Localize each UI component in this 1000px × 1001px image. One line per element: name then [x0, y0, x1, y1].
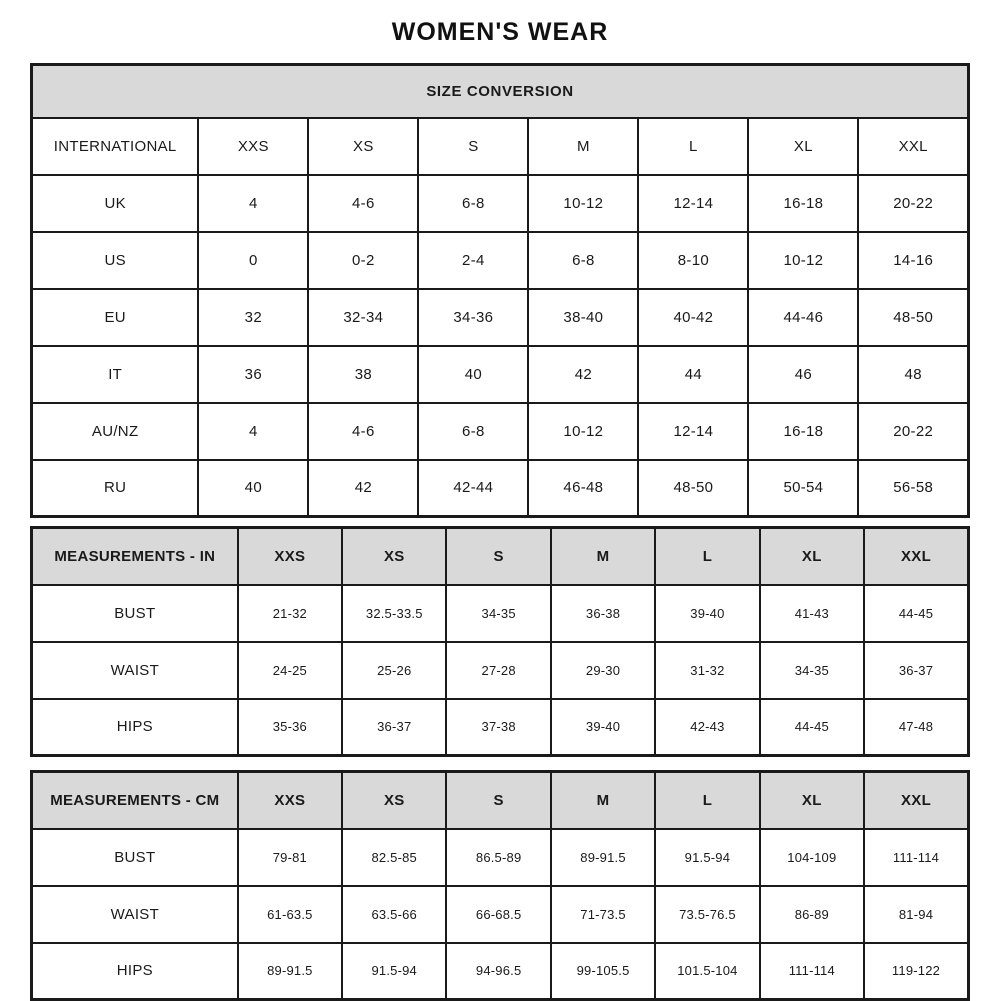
measurement-cell: 111-114	[864, 829, 968, 886]
size-cell: 4-6	[308, 175, 418, 232]
measurement-cell: 89-91.5	[551, 829, 655, 886]
table-row	[32, 232, 969, 289]
row-label: HIPS	[32, 699, 238, 756]
table-row	[32, 642, 969, 699]
size-cell: 20-22	[858, 175, 968, 232]
size-cell: 32-34	[308, 289, 418, 346]
measurement-cell: 29-30	[551, 642, 655, 699]
size-cell: 4-6	[308, 403, 418, 460]
column-header-row	[32, 528, 969, 585]
column-header: XXL	[864, 528, 968, 585]
measurement-cell: 31-32	[655, 642, 759, 699]
measurement-cell: 99-105.5	[551, 943, 655, 1000]
size-cell: 10-12	[748, 232, 858, 289]
measurement-cell: 44-45	[760, 699, 864, 756]
size-cell: 46-48	[528, 460, 638, 517]
size-cell: 6-8	[418, 403, 528, 460]
size-cell: 48-50	[638, 460, 748, 517]
table-row	[32, 829, 969, 886]
measurement-cell: 27-28	[446, 642, 550, 699]
column-header: XXL	[858, 118, 968, 175]
column-header-row	[32, 118, 969, 175]
column-header: S	[418, 118, 528, 175]
table-title-row	[32, 65, 969, 118]
size-conversion-table	[30, 63, 970, 518]
row-label: HIPS	[32, 943, 238, 1000]
size-cell: 2-4	[418, 232, 528, 289]
measurement-cell: 39-40	[655, 585, 759, 642]
row-label: UK	[32, 175, 199, 232]
measurement-cell: 86.5-89	[446, 829, 550, 886]
column-header: XL	[760, 772, 864, 829]
size-cell: 50-54	[748, 460, 858, 517]
measurement-cell: 73.5-76.5	[655, 886, 759, 943]
size-cell: 12-14	[638, 403, 748, 460]
size-cell: 48-50	[858, 289, 968, 346]
size-cell: 38-40	[528, 289, 638, 346]
row-label: EU	[32, 289, 199, 346]
row-label: US	[32, 232, 199, 289]
column-header: L	[655, 528, 759, 585]
measurement-cell: 101.5-104	[655, 943, 759, 1000]
size-cell: 16-18	[748, 175, 858, 232]
size-cell: 14-16	[858, 232, 968, 289]
size-cell: 36	[198, 346, 308, 403]
column-header: XXS	[238, 772, 342, 829]
measurements-cm-table	[30, 770, 970, 1001]
measurement-cell: 86-89	[760, 886, 864, 943]
size-cell: 6-8	[528, 232, 638, 289]
size-cell: 20-22	[858, 403, 968, 460]
column-header: M	[551, 528, 655, 585]
size-cell: 40	[418, 346, 528, 403]
column-header: XXL	[864, 772, 968, 829]
measurement-cell: 34-35	[760, 642, 864, 699]
measurement-cell: 44-45	[864, 585, 968, 642]
size-cell: 8-10	[638, 232, 748, 289]
measurement-cell: 91.5-94	[342, 943, 446, 1000]
row-label: BUST	[32, 585, 238, 642]
measurement-cell: 39-40	[551, 699, 655, 756]
measurement-cell: 36-37	[864, 642, 968, 699]
size-cell: 6-8	[418, 175, 528, 232]
size-cell: 16-18	[748, 403, 858, 460]
measurements-in-table	[30, 526, 970, 757]
size-cell: 4	[198, 175, 308, 232]
column-header: S	[446, 772, 550, 829]
measurement-cell: 41-43	[760, 585, 864, 642]
column-header: INTERNATIONAL	[32, 118, 199, 175]
measurement-cell: 42-43	[655, 699, 759, 756]
table-row	[32, 289, 969, 346]
column-header: MEASUREMENTS - IN	[32, 528, 238, 585]
measurement-cell: 89-91.5	[238, 943, 342, 1000]
measurement-cell: 82.5-85	[342, 829, 446, 886]
size-cell: 42	[528, 346, 638, 403]
measurement-cell: 94-96.5	[446, 943, 550, 1000]
size-cell: 4	[198, 403, 308, 460]
page-title: WOMEN'S WEAR	[391, 18, 609, 46]
measurement-cell: 81-94	[864, 886, 968, 943]
size-cell: 0	[198, 232, 308, 289]
row-label: AU/NZ	[32, 403, 199, 460]
measurement-cell: 79-81	[238, 829, 342, 886]
table-row	[32, 699, 969, 756]
size-cell: 42	[308, 460, 418, 517]
column-header: MEASUREMENTS - CM	[32, 772, 238, 829]
column-header: M	[551, 772, 655, 829]
table-row	[32, 346, 969, 403]
column-header: M	[528, 118, 638, 175]
size-cell: 12-14	[638, 175, 748, 232]
table-row	[32, 175, 969, 232]
table-row	[32, 460, 969, 517]
measurement-cell: 24-25	[238, 642, 342, 699]
column-header: XS	[342, 772, 446, 829]
column-header: L	[638, 118, 748, 175]
size-conversion-title: SIZE CONVERSION	[32, 65, 969, 118]
column-header: XXS	[238, 528, 342, 585]
measurement-cell: 36-37	[342, 699, 446, 756]
size-cell: 40	[198, 460, 308, 517]
size-cell: 56-58	[858, 460, 968, 517]
size-cell: 34-36	[418, 289, 528, 346]
measurement-cell: 104-109	[760, 829, 864, 886]
column-header: L	[655, 772, 759, 829]
size-cell: 32	[198, 289, 308, 346]
table-row	[32, 585, 969, 642]
size-cell: 10-12	[528, 175, 638, 232]
row-label: RU	[32, 460, 199, 517]
size-cell: 38	[308, 346, 418, 403]
size-cell: 40-42	[638, 289, 748, 346]
row-label: BUST	[32, 829, 238, 886]
row-label: WAIST	[32, 642, 238, 699]
row-label: IT	[32, 346, 199, 403]
table-row	[32, 886, 969, 943]
measurement-cell: 35-36	[238, 699, 342, 756]
measurement-cell: 36-38	[551, 585, 655, 642]
size-cell: 44-46	[748, 289, 858, 346]
table-row	[32, 403, 969, 460]
measurement-cell: 66-68.5	[446, 886, 550, 943]
table-row	[32, 943, 969, 1000]
column-header: XL	[760, 528, 864, 585]
column-header: S	[446, 528, 550, 585]
measurement-cell: 119-122	[864, 943, 968, 1000]
column-header: XS	[342, 528, 446, 585]
column-header-row	[32, 772, 969, 829]
measurement-cell: 63.5-66	[342, 886, 446, 943]
column-header: XL	[748, 118, 858, 175]
measurement-cell: 91.5-94	[655, 829, 759, 886]
measurement-cell: 111-114	[760, 943, 864, 1000]
size-cell: 46	[748, 346, 858, 403]
row-label: WAIST	[32, 886, 238, 943]
measurement-cell: 25-26	[342, 642, 446, 699]
size-cell: 42-44	[418, 460, 528, 517]
measurement-cell: 47-48	[864, 699, 968, 756]
size-cell: 0-2	[308, 232, 418, 289]
measurement-cell: 34-35	[446, 585, 550, 642]
measurement-cell: 32.5-33.5	[342, 585, 446, 642]
size-cell: 10-12	[528, 403, 638, 460]
size-cell: 44	[638, 346, 748, 403]
measurement-cell: 71-73.5	[551, 886, 655, 943]
measurement-cell: 21-32	[238, 585, 342, 642]
measurement-cell: 37-38	[446, 699, 550, 756]
measurement-cell: 61-63.5	[238, 886, 342, 943]
size-cell: 48	[858, 346, 968, 403]
column-header: XS	[308, 118, 418, 175]
column-header: XXS	[198, 118, 308, 175]
